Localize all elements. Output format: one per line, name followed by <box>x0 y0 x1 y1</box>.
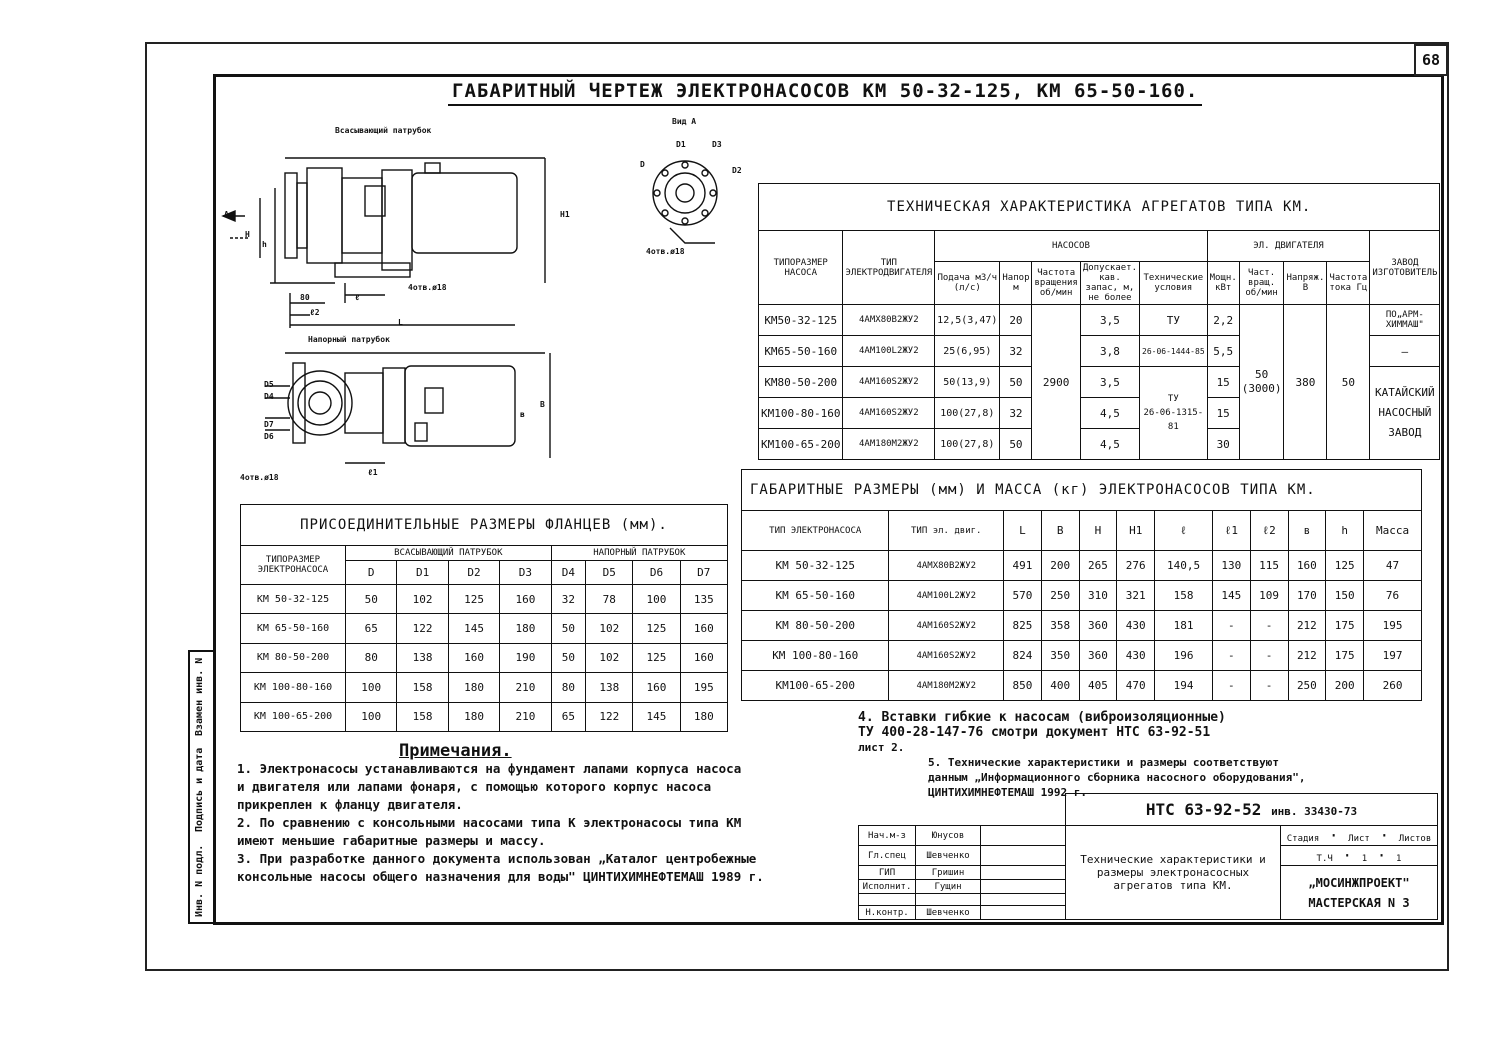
cell: 170 <box>1288 581 1326 611</box>
dim-l1: ℓ1 <box>368 468 378 477</box>
th: D <box>346 561 397 585</box>
cell: 3,5 <box>1080 367 1139 398</box>
cell: - <box>1212 641 1250 671</box>
cell: 4АМ160S2ЖУ2 <box>889 641 1004 671</box>
flange-table-title: ПРИСОЕДИНИТЕЛЬНЫЕ РАЗМЕРЫ ФЛАНЦЕВ (мм). <box>241 505 728 546</box>
sheet-number: 68 <box>1414 44 1448 76</box>
cell-tu2 <box>1140 367 1208 460</box>
table-row <box>742 551 1422 581</box>
cell: 50 <box>1000 367 1032 398</box>
cell: - <box>1250 641 1288 671</box>
cell: КМ100-65-200 <box>759 429 843 460</box>
cell: 190 <box>500 643 551 672</box>
cell: 250 <box>1288 671 1326 701</box>
th: ℓ1 <box>1212 511 1250 551</box>
suction-pipe-label: Всасывающий патрубок <box>335 126 432 135</box>
cell: 358 <box>1041 611 1079 641</box>
sheets-label: Листов <box>1398 834 1432 844</box>
th: Напор м <box>1000 262 1032 305</box>
right-notes <box>858 710 1438 800</box>
cell: 4,5 <box>1080 398 1139 429</box>
th: D6 <box>633 561 680 585</box>
signature <box>981 866 1066 880</box>
cell: 15 <box>1207 398 1239 429</box>
cell: 160 <box>1288 551 1326 581</box>
dim-l: ℓ <box>355 293 360 302</box>
d-label: D6 <box>264 432 274 441</box>
cell: 65 <box>346 614 397 643</box>
cell: 350 <box>1041 641 1079 671</box>
cell: 100 <box>346 673 397 702</box>
dim-L: L <box>398 318 403 327</box>
page-title: ГАБАРИТНЫЙ ЧЕРТЕЖ ЭЛЕКТРОНАСОСОВ КМ 50-32-125, КМ 65-50-160. <box>448 80 1202 106</box>
cell: 212 <box>1288 611 1326 641</box>
cell: 138 <box>586 673 633 702</box>
cell: 50 <box>551 643 586 672</box>
cell: КМ 65-50-160 <box>742 581 889 611</box>
th-group-motor: ЭЛ. ДВИГАТЕЛЯ <box>1207 231 1370 262</box>
cell: 30 <box>1207 429 1239 460</box>
th: ТИПОРАЗМЕР НАСОСА <box>759 231 843 305</box>
dim-b: в <box>520 410 525 419</box>
tech-table-title: ТЕХНИЧЕСКАЯ ХАРАКТЕРИСТИКА АГРЕГАТОВ ТИПА КМ. <box>759 184 1440 231</box>
cell: 50 <box>1000 429 1032 460</box>
table-row <box>742 611 1422 641</box>
cell: 78 <box>586 585 633 614</box>
table-row <box>742 641 1422 671</box>
cell: 125 <box>448 585 499 614</box>
signature <box>981 880 1066 894</box>
notes <box>237 742 837 886</box>
view-a-label: Вид А <box>672 117 697 126</box>
cell: 100 <box>346 702 397 731</box>
note-line: данным „Информационного сборника насосного оборудования", <box>928 771 1306 784</box>
cell: 195 <box>680 673 727 702</box>
cell: 180 <box>448 702 499 731</box>
th: ℓ2 <box>1250 511 1288 551</box>
cell: КМ65-50-160 <box>759 336 843 367</box>
role: Н.контр. <box>859 906 916 920</box>
cell: 200 <box>1041 551 1079 581</box>
notes-heading: Примечания. <box>399 741 512 761</box>
stamp-description: Технические характеристики и размеры электронасосных агрегатов типа КМ. <box>1066 826 1281 920</box>
cell: 130 <box>1212 551 1250 581</box>
cell: 145 <box>1212 581 1250 611</box>
cell: 109 <box>1250 581 1288 611</box>
table-row <box>742 671 1422 701</box>
cell: КМ 50-32-125 <box>241 585 346 614</box>
th: Частота тока Гц <box>1327 262 1370 305</box>
cell: 100(27,8) <box>935 429 1000 460</box>
dim-H: H <box>245 230 250 239</box>
cell: 50(13,9) <box>935 367 1000 398</box>
note-line: ЦИНТИХИМНЕФТЕМАШ 1992 г. <box>928 786 1087 799</box>
dims-table <box>741 469 1422 701</box>
cell: КМ 100-80-160 <box>742 641 889 671</box>
cell: 158 <box>1155 581 1213 611</box>
cell: 430 <box>1117 641 1155 671</box>
cell: 405 <box>1079 671 1117 701</box>
cell-maker2: — <box>1370 336 1440 367</box>
cell: КМ 50-32-125 <box>742 551 889 581</box>
role: Исполнит. <box>859 880 916 894</box>
cell-current-freq: 50 <box>1327 305 1370 460</box>
cell: 260 <box>1364 671 1422 701</box>
cell: 25(6,95) <box>935 336 1000 367</box>
cell: 32 <box>551 585 586 614</box>
role: Нач.м-з <box>859 826 916 846</box>
th: ℓ <box>1155 511 1213 551</box>
cell: 50 <box>346 585 397 614</box>
cell: 360 <box>1079 611 1117 641</box>
cell: 138 <box>397 643 448 672</box>
sidebar-inv-orig: Инв. N подл. <box>194 844 205 917</box>
cell: 158 <box>397 673 448 702</box>
cell: КМ100-80-160 <box>759 398 843 429</box>
note-line: 4. Вставки гибкие к насосам (виброизоляционные) <box>858 710 1226 725</box>
cell: - <box>1250 671 1288 701</box>
th: h <box>1326 511 1364 551</box>
sheet-value: 1 <box>1361 854 1368 864</box>
cell: 145 <box>633 702 680 731</box>
cell: 2,2 <box>1207 305 1239 336</box>
dim-h: h <box>262 240 267 249</box>
cell: 150 <box>1326 581 1364 611</box>
d-label: D2 <box>732 166 742 175</box>
cell: 180 <box>448 673 499 702</box>
th: ТИП ЭЛЕКТРОНАСОСА <box>742 511 889 551</box>
th: L <box>1004 511 1042 551</box>
cell: КМ80-50-200 <box>759 367 843 398</box>
table-row <box>241 643 728 672</box>
cell: 122 <box>586 702 633 731</box>
th: D2 <box>448 561 499 585</box>
cell: 160 <box>680 643 727 672</box>
d-label: D4 <box>264 392 274 401</box>
d-label: D5 <box>264 380 274 389</box>
cell: 470 <box>1117 671 1155 701</box>
stamp-code <box>1066 794 1438 826</box>
holes-plan-label: 4отв.ø18 <box>240 473 279 482</box>
sidebar-replace-inv: Взамен инв. N <box>194 657 205 736</box>
cell: 4АМ160S2ЖУ2 <box>889 611 1004 641</box>
sheet-label: Лист <box>1348 834 1370 844</box>
cell: 4АМХ80В2ЖУ2 <box>843 305 935 336</box>
th: ТИП ЭЛЕКТРОДВИГАТЕЛЯ <box>843 231 935 305</box>
th: H1 <box>1117 511 1155 551</box>
dim-l2: ℓ2 <box>310 308 320 317</box>
cell: 4,5 <box>1080 429 1139 460</box>
cell: 4АМ160S2ЖУ2 <box>843 398 935 429</box>
note-line: имеют меньшие габаритные размеры и массу. <box>237 833 546 848</box>
d-label: D <box>640 160 645 169</box>
cell: 430 <box>1117 611 1155 641</box>
note-line: 1. Электронасосы устанавливаются на фундамент лапами корпуса насоса <box>237 761 742 776</box>
cell: 4АМ100L2ЖУ2 <box>843 336 935 367</box>
table-row <box>241 585 728 614</box>
cell: - <box>1212 611 1250 641</box>
dims-table-title: ГАБАРИТНЫЕ РАЗМЕРЫ (мм) И МАССА (кг) ЭЛЕКТРОНАСОСОВ ТИПА КМ. <box>742 470 1422 511</box>
th-suction: ВСАСЫВАЮЩИЙ ПАТРУБОК <box>346 546 552 561</box>
cell: 135 <box>680 585 727 614</box>
cell: 210 <box>500 702 551 731</box>
cell: КМ 100-65-200 <box>241 702 346 731</box>
tu2-a: ТУ <box>1167 394 1179 404</box>
th: Напряж. В <box>1284 262 1327 305</box>
signature <box>981 826 1066 846</box>
th: B <box>1041 511 1079 551</box>
note-line: 3. При разработке данного документа использован „Каталог центробежные <box>237 851 757 866</box>
th: Част. вращ. об/мин <box>1239 262 1284 305</box>
cell: 212 <box>1288 641 1326 671</box>
cell: 32 <box>1000 336 1032 367</box>
dim-B: В <box>540 400 545 409</box>
th: ТИП эл. двиг. <box>889 511 1004 551</box>
cell: 3,5 <box>1080 305 1139 336</box>
cell: 195 <box>1364 611 1422 641</box>
cell-voltage: 380 <box>1284 305 1327 460</box>
cell: 276 <box>1117 551 1155 581</box>
cell: 158 <box>397 702 448 731</box>
cell: 491 <box>1004 551 1042 581</box>
pump-drawings <box>215 118 760 488</box>
person: Гущин <box>916 880 981 894</box>
cell: КМ 100-80-160 <box>241 673 346 702</box>
cell: 197 <box>1364 641 1422 671</box>
cell: КМ 80-50-200 <box>241 643 346 672</box>
cell: - <box>1250 611 1288 641</box>
cell: 181 <box>1155 611 1213 641</box>
cell: КМ100-65-200 <box>742 671 889 701</box>
cell-speed: 2900 <box>1032 305 1080 460</box>
person: Шевченко <box>916 906 981 920</box>
th: Подача м3/ч (л/с) <box>935 262 1000 305</box>
th: ЗАВОД ИЗГОТОВИТЕЛЬ <box>1370 231 1440 305</box>
th: D7 <box>680 561 727 585</box>
cell: 76 <box>1364 581 1422 611</box>
note-line: лист 2. <box>858 741 905 754</box>
cell: 100 <box>633 585 680 614</box>
side-stamp <box>188 650 216 924</box>
cell: 47 <box>1364 551 1422 581</box>
sidebar-sign-date: Подпись и дата <box>194 747 205 832</box>
cell: 5,5 <box>1207 336 1239 367</box>
th: Частота вращения об/мин <box>1032 262 1080 305</box>
cell: 4АМ180М2ЖУ2 <box>889 671 1004 701</box>
table-row <box>759 305 1440 336</box>
cell: 180 <box>500 614 551 643</box>
note-line: 5. Технические характеристики и размеры соответствуют <box>928 756 1279 769</box>
cell: 360 <box>1079 641 1117 671</box>
cell: 824 <box>1004 641 1042 671</box>
cell: 570 <box>1004 581 1042 611</box>
person: Гришин <box>916 866 981 880</box>
role: Гл.спец <box>859 846 916 866</box>
cell: 102 <box>586 643 633 672</box>
stamp-meta: Стадия · Лист · Листов <box>1281 826 1438 846</box>
cell: 140,5 <box>1155 551 1213 581</box>
inv-number: инв. 33430-73 <box>1271 805 1358 818</box>
cell: 115 <box>1250 551 1288 581</box>
cell: 160 <box>680 614 727 643</box>
cell: 4АМХ80В2ЖУ2 <box>889 551 1004 581</box>
plan-view <box>265 353 550 463</box>
tu2-b: 26-06-1315-81 <box>1143 408 1204 432</box>
title-block <box>858 793 1438 920</box>
cell: 321 <box>1117 581 1155 611</box>
cell: КМ 65-50-160 <box>241 614 346 643</box>
person: Юнусов <box>916 826 981 846</box>
table-row <box>241 614 728 643</box>
holes-label: 4отв.ø18 <box>408 283 447 292</box>
table-row <box>241 702 728 731</box>
cell: 210 <box>500 673 551 702</box>
cell: 3,8 <box>1080 336 1139 367</box>
cell: 32 <box>1000 398 1032 429</box>
stage-value: Т.Ч <box>1316 854 1333 864</box>
cell: 175 <box>1326 611 1364 641</box>
cell: 200 <box>1326 671 1364 701</box>
holes-view-label: 4отв.ø18 <box>646 247 685 256</box>
cell: КМ50-32-125 <box>759 305 843 336</box>
cell: 160 <box>448 643 499 672</box>
cell: 80 <box>346 643 397 672</box>
cell: 15 <box>1207 367 1239 398</box>
cell: 80 <box>551 673 586 702</box>
cell: 12,5(3,47) <box>935 305 1000 336</box>
cell: 125 <box>633 643 680 672</box>
note-line: и двигателя или лапами фонаря, с помощью которого корпус насоса <box>237 779 712 794</box>
th: D1 <box>397 561 448 585</box>
sheets-value: 1 <box>1396 854 1402 864</box>
cell: 50 <box>551 614 586 643</box>
cell: 122 <box>397 614 448 643</box>
doc-code: НТС 63-92-52 <box>1145 800 1262 819</box>
cell: 4АМ180М2ЖУ2 <box>843 429 935 460</box>
cell-motor-freq: 50 (3000) <box>1239 305 1284 460</box>
stamp-meta-values: Т.Ч · 1 · 1 <box>1281 846 1438 866</box>
th: в <box>1288 511 1326 551</box>
role <box>859 894 916 906</box>
note-line: консольные насосы общего назначения для воды" ЦИНТИХИМНЕФТЕМАШ 1989 г. <box>237 869 764 884</box>
cell: 825 <box>1004 611 1042 641</box>
view-a <box>653 161 717 243</box>
cell: 850 <box>1004 671 1042 701</box>
stamp-org <box>1281 866 1438 920</box>
cell-tu1: ТУ <box>1140 305 1208 336</box>
view-arrow-label: А <box>224 210 229 219</box>
cell: 125 <box>633 614 680 643</box>
discharge-pipe-label: Напорный патрубок <box>308 335 390 344</box>
cell: 310 <box>1079 581 1117 611</box>
th: Мощн. кВт <box>1207 262 1239 305</box>
dim-80: 80 <box>300 293 310 302</box>
th-discharge: НАПОРНЫЙ ПАТРУБОК <box>551 546 727 561</box>
person <box>916 894 981 906</box>
cell: 265 <box>1079 551 1117 581</box>
stage-label: Стадия <box>1286 834 1320 844</box>
th: D4 <box>551 561 586 585</box>
cell: 250 <box>1041 581 1079 611</box>
signature <box>981 906 1066 920</box>
th: ТИПОРАЗМЕР ЭЛЕКТРОНАСОСА <box>241 546 346 585</box>
th: Масса <box>1364 511 1422 551</box>
d-label: D3 <box>712 140 722 149</box>
cell: 160 <box>500 585 551 614</box>
cell: 20 <box>1000 305 1032 336</box>
cell: 175 <box>1326 641 1364 671</box>
th: D5 <box>586 561 633 585</box>
signature <box>981 846 1066 866</box>
th: Допускает. кав. запас, м, не более <box>1080 262 1139 305</box>
d-label: D1 <box>676 140 686 149</box>
note-line: ТУ 400-28-147-76 смотри документ НТС 63-92-51 <box>858 725 1211 740</box>
cell: КМ 80-50-200 <box>742 611 889 641</box>
cell: 160 <box>633 673 680 702</box>
cell-tu1-num: 26-06-1444-85 <box>1140 336 1208 367</box>
th: D3 <box>500 561 551 585</box>
cell: 100(27,8) <box>935 398 1000 429</box>
cell-maker3: КАТАЙСКИЙ НАСОСНЫЙ ЗАВОД <box>1370 367 1440 460</box>
cell: 102 <box>586 614 633 643</box>
side-view <box>223 158 545 328</box>
cell: 65 <box>551 702 586 731</box>
flange-table <box>240 504 728 732</box>
workshop: МАСТЕРСКАЯ N 3 <box>1308 895 1410 910</box>
th: H <box>1079 511 1117 551</box>
cell: 4АМ100L2ЖУ2 <box>889 581 1004 611</box>
cell: 400 <box>1041 671 1079 701</box>
note-line: 2. По сравнению с консольными насосами типа К электронасосы типа КМ <box>237 815 742 830</box>
cell: 145 <box>448 614 499 643</box>
org-name: „МОСИНЖПРОЕКТ" <box>1308 875 1410 890</box>
table-row <box>241 673 728 702</box>
d-label: D7 <box>264 420 274 429</box>
dim-H1: H1 <box>560 210 570 219</box>
signature <box>981 894 1066 906</box>
role: ГИП <box>859 866 916 880</box>
cell-maker1: ПО„АРМ-ХИММАШ" <box>1370 305 1440 336</box>
th: Технические условия <box>1140 262 1208 305</box>
cell: 4АМ160S2ЖУ2 <box>843 367 935 398</box>
cell: 194 <box>1155 671 1213 701</box>
stamp-empty <box>859 794 1066 826</box>
cell: 125 <box>1326 551 1364 581</box>
cell: 102 <box>397 585 448 614</box>
person: Шевченко <box>916 846 981 866</box>
table-row <box>742 581 1422 611</box>
note-line: прикреплен к фланцу двигателя. <box>237 797 463 812</box>
cell: - <box>1212 671 1250 701</box>
th-group-pump: НАСОСОВ <box>935 231 1207 262</box>
tech-table <box>758 183 1440 460</box>
cell: 180 <box>680 702 727 731</box>
cell: 196 <box>1155 641 1213 671</box>
